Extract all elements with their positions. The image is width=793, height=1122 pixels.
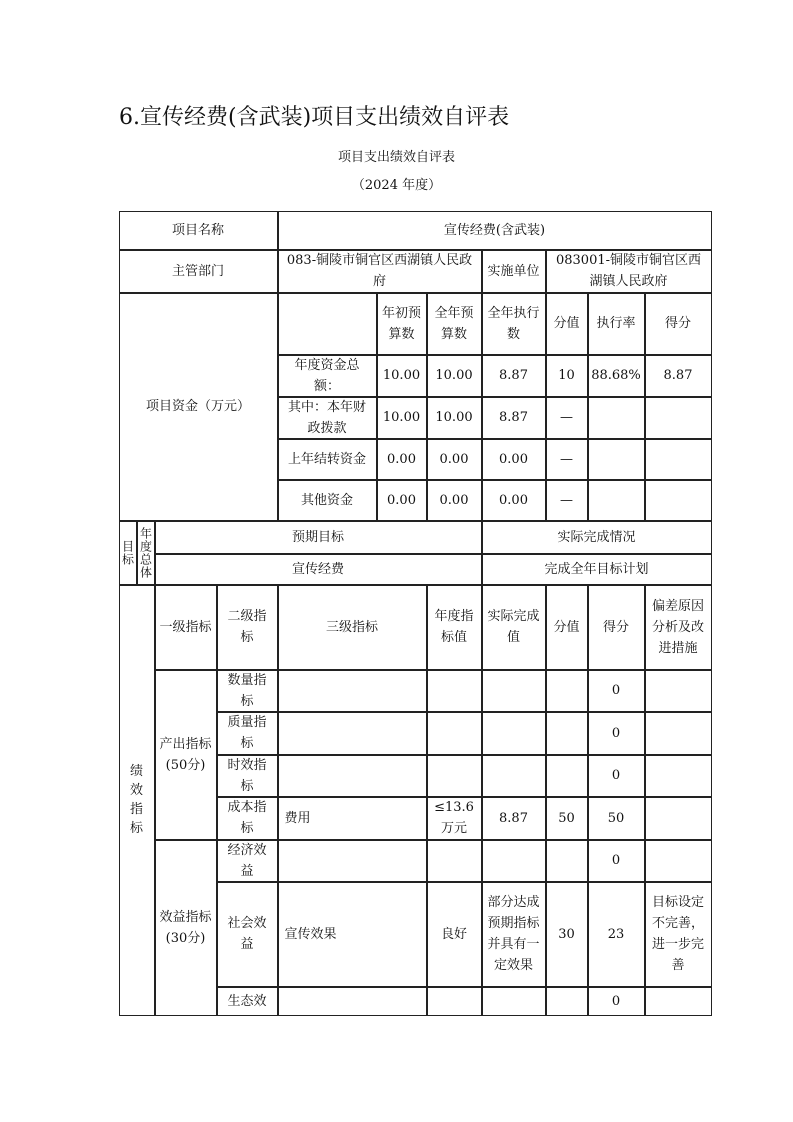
indicator-l3 — [278, 840, 427, 882]
indicator-weight: 50 — [546, 797, 588, 840]
project-name-value: 宣传经费(含武装) — [278, 211, 712, 250]
indicator-score: 0 — [588, 755, 645, 797]
funds-header-score: 得分 — [645, 293, 712, 355]
funds-row-rate — [588, 480, 645, 521]
unit-label: 实施单位 — [482, 250, 546, 293]
funds-row-score — [645, 439, 712, 480]
indicator-header-weight: 分值 — [546, 585, 588, 670]
funds-row-weight: 10 — [546, 355, 588, 397]
indicator-header-l1: 一级指标 — [155, 585, 217, 670]
indicator-target — [427, 712, 482, 755]
indicator-l2: 生态效 — [217, 987, 278, 1016]
indicator-l3 — [278, 712, 427, 755]
indicator-l3: 费用 — [278, 797, 427, 840]
report-year: （2024 年度） — [351, 178, 442, 193]
funds-row-initial: 10.00 — [377, 397, 427, 439]
funds-header-executed: 全年执行数 — [482, 293, 546, 355]
indicator-note — [645, 797, 712, 840]
indicator-header-note: 偏差原因分析及改进措施 — [645, 585, 712, 670]
table-title: 项目支出绩效自评表 — [337, 150, 455, 165]
dept-value: 083-铜陵市铜官区西湖镇人民政府 — [278, 250, 482, 293]
indicator-l2: 质量指标 — [217, 712, 278, 755]
indicator-actual: 部分达成预期指标并具有一定效果 — [482, 882, 546, 987]
funds-row-rate — [588, 397, 645, 439]
funds-row-executed: 8.87 — [482, 355, 546, 397]
funds-header-initial: 年初预算数 — [377, 293, 427, 355]
indicator-weight — [546, 987, 588, 1016]
indicator-target — [427, 755, 482, 797]
funds-row-annual: 10.00 — [427, 397, 482, 439]
funds-row-rate — [588, 439, 645, 480]
indicator-l2: 成本指标 — [217, 797, 278, 840]
indicator-header-target: 年度指标值 — [427, 585, 482, 670]
indicator-weight: 30 — [546, 882, 588, 987]
funds-row-initial: 0.00 — [377, 480, 427, 521]
funds-row-annual: 0.00 — [427, 480, 482, 521]
indicator-group-output: 产出指标(50分) — [155, 670, 217, 840]
goals-expected-value: 宣传经费 — [155, 554, 482, 585]
indicator-target — [427, 670, 482, 712]
indicator-note: 目标设定不完善，进一步完善 — [645, 882, 712, 987]
funds-row-annual: 0.00 — [427, 439, 482, 480]
indicator-score: 0 — [588, 712, 645, 755]
funds-corner-cell — [278, 293, 377, 355]
indicator-actual — [482, 840, 546, 882]
indicator-note — [645, 670, 712, 712]
dept-label: 主管部门 — [119, 250, 278, 293]
project-name-label: 项目名称 — [119, 211, 278, 250]
indicator-score: 0 — [588, 670, 645, 712]
indicator-note — [645, 755, 712, 797]
funds-row-executed: 0.00 — [482, 480, 546, 521]
funds-row-rate: 88.68% — [588, 355, 645, 397]
indicator-score: 0 — [588, 840, 645, 882]
funds-row-weight: — — [546, 439, 588, 480]
indicator-weight — [546, 840, 588, 882]
unit-value: 083001-铜陵市铜官区西湖镇人民政府 — [546, 250, 712, 293]
funds-row-score — [645, 480, 712, 521]
indicator-l3 — [278, 670, 427, 712]
funds-row-initial: 0.00 — [377, 439, 427, 480]
funds-row-name: 其他资金 — [278, 480, 377, 521]
funds-row-initial: 10.00 — [377, 355, 427, 397]
funds-row-name: 其中：本年财政拨款 — [278, 397, 377, 439]
indicator-actual — [482, 987, 546, 1016]
goals-inner-label: 年度总体 — [137, 521, 155, 585]
goals-actual-header: 实际完成情况 — [482, 521, 712, 554]
indicator-l3 — [278, 987, 427, 1016]
indicator-target — [427, 840, 482, 882]
indicator-actual: 8.87 — [482, 797, 546, 840]
indicator-actual — [482, 755, 546, 797]
indicator-target: 良好 — [427, 882, 482, 987]
indicator-actual — [482, 712, 546, 755]
funds-header-weight: 分值 — [546, 293, 588, 355]
funds-label: 项目资金（万元） — [119, 293, 278, 521]
indicator-header-score: 得分 — [588, 585, 645, 670]
funds-row-executed: 8.87 — [482, 397, 546, 439]
page-heading: 6.宣传经费(含武装)项目支出绩效自评表 — [119, 105, 510, 130]
indicator-note — [645, 840, 712, 882]
goals-outer-label: 目标 — [119, 521, 137, 585]
indicator-l2: 时效指标 — [217, 755, 278, 797]
evaluation-table — [119, 211, 712, 1016]
indicator-header-l3: 三级指标 — [278, 585, 427, 670]
indicator-score: 0 — [588, 987, 645, 1016]
funds-row-score — [645, 397, 712, 439]
funds-row-executed: 0.00 — [482, 439, 546, 480]
funds-header-rate: 执行率 — [588, 293, 645, 355]
funds-row-weight: — — [546, 480, 588, 521]
indicator-actual — [482, 670, 546, 712]
indicator-weight — [546, 670, 588, 712]
indicator-header-l2: 二级指标 — [217, 585, 278, 670]
indicator-l2: 社会效益 — [217, 882, 278, 987]
indicator-l2: 经济效益 — [217, 840, 278, 882]
indicator-note — [645, 987, 712, 1016]
indicator-l3: 宣传效果 — [278, 882, 427, 987]
indicator-weight — [546, 755, 588, 797]
funds-row-annual: 10.00 — [427, 355, 482, 397]
indicator-group-benefit: 效益指标(30分) — [155, 840, 217, 1016]
indicator-l3 — [278, 755, 427, 797]
funds-row-name: 年度资金总额： — [278, 355, 377, 397]
goals-actual-value: 完成全年目标计划 — [482, 554, 712, 585]
indicator-note — [645, 712, 712, 755]
funds-header-annual: 全年预算数 — [427, 293, 482, 355]
indicator-weight — [546, 712, 588, 755]
funds-row-name: 上年结转资金 — [278, 439, 377, 480]
indicator-header-actual: 实际完成值 — [482, 585, 546, 670]
indicator-target — [427, 987, 482, 1016]
indicator-target: ≤13.6万元 — [427, 797, 482, 840]
funds-row-weight: — — [546, 397, 588, 439]
funds-row-score: 8.87 — [645, 355, 712, 397]
indicator-score: 50 — [588, 797, 645, 840]
indicator-score: 23 — [588, 882, 645, 987]
goals-expected-header: 预期目标 — [155, 521, 482, 554]
indicators-section-label: 绩效指标 — [119, 585, 155, 1016]
indicator-l2: 数量指标 — [217, 670, 278, 712]
